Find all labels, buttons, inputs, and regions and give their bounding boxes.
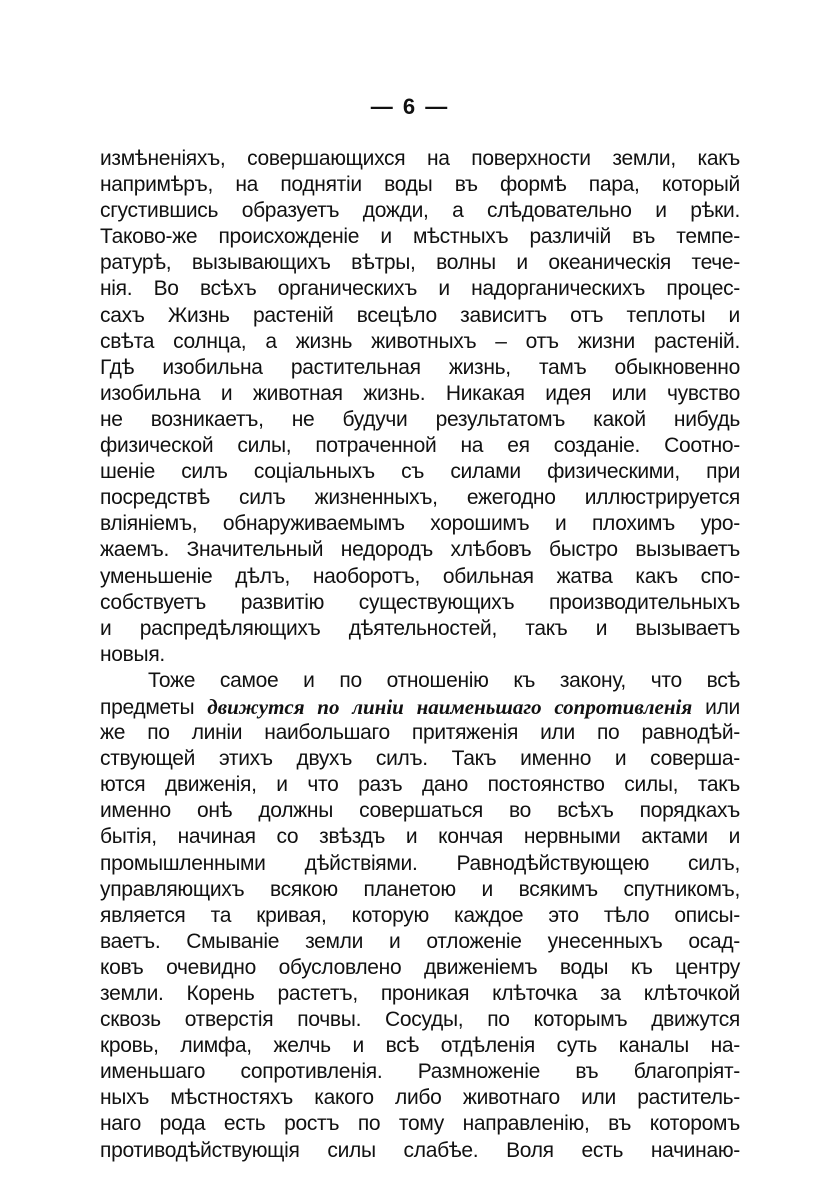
- text-line: [100, 694, 740, 720]
- text-line: ствующей этихъ двухъ силъ. Такъ именно и соверша-: [100, 747, 740, 771]
- text-line: не возникаетъ, не будучи результатомъ какой нибудь: [100, 407, 740, 431]
- page-number: — 6 —: [370, 94, 450, 119]
- text-line: посредствѣ силъ жизненныхъ, ежегодно иллюстрируется: [100, 486, 740, 510]
- text-segment: или: [705, 695, 740, 719]
- text-line: собствуетъ развитію существующихъ производительныхъ: [100, 590, 740, 614]
- text-line: напримѣръ, на поднятіи воды въ формѣ пара, который: [100, 173, 740, 197]
- text-line: сахъ Жизнь растеній всецѣло зависитъ отъ теплоты и: [100, 303, 740, 327]
- emphasized-text: движутся по линіи наименьшаго сопротивленія: [207, 694, 693, 719]
- text-line: же по линіи наибольшаго притяженія или по равнодѣй-: [100, 721, 740, 745]
- text-line: свѣта солнца, а жизнь животныхъ – отъ жизни растеній.: [100, 329, 740, 353]
- text-line: именно онѣ должны совершаться во всѣхъ порядкахъ: [100, 799, 740, 823]
- text-line: ратурѣ, вызывающихъ вѣтры, волны и океаническія тече-: [100, 251, 740, 275]
- text-line: наго рода есть ростъ по тому направленію, въ которомъ: [100, 1112, 740, 1136]
- text-line: именьшаго сопротивленія. Размноженіе въ благопріят-: [100, 1060, 740, 1084]
- text-line: новыя.: [100, 642, 165, 666]
- text-line: ныхъ мѣстностяхъ какого либо животнаго или раститель-: [100, 1086, 740, 1110]
- text-line: ются движенія, и что разъ дано постоянство силы, такъ: [100, 773, 740, 797]
- text-line: и распредѣляющихъ дѣятельностей, такъ и вызываетъ: [100, 616, 740, 640]
- body-text: [100, 146, 740, 1164]
- text-line: Гдѣ изобильна растительная жизнь, тамъ обыкновенно: [100, 355, 740, 379]
- text-line: земли. Корень растетъ, проникая клѣточка за клѣточкой: [100, 982, 740, 1005]
- text-line: противодѣйствующія силы слабѣе. Воля есть начинаю-: [100, 1138, 740, 1162]
- text-line: ваетъ. Смываніе земли и отложеніе унесенныхъ осад-: [100, 929, 740, 953]
- paragraph: [100, 146, 740, 668]
- text-line: кровь, лимфа, желчь и всѣ отдѣленія суть каналы на-: [100, 1034, 740, 1058]
- text-line: сквозь отверстія почвы. Сосуды, по которымъ движутся: [100, 1008, 740, 1032]
- text-line: является та кривая, которую каждое это тѣло описы-: [100, 903, 740, 927]
- paragraph: [100, 668, 740, 1164]
- text-line: вліяніемъ, обнаруживаемымъ хорошимъ и плохимъ уро-: [100, 512, 740, 536]
- text-line: уменьшеніе дѣлъ, наоборотъ, обильная жатва какъ спо-: [100, 564, 740, 588]
- text-line: бытія, начиная со звѣздъ и кончая нервными актами и: [100, 825, 740, 849]
- text-line: ковъ очевидно обусловлено движеніемъ воды къ центру: [100, 955, 740, 979]
- text-line: нія. Во всѣхъ органическихъ и надорганическихъ процес-: [100, 277, 740, 301]
- text-line: Тоже самое и по отношенію къ закону, что всѣ: [148, 668, 740, 692]
- text-line: Таково-же происхожденіе и мѣстныхъ различій въ темпе-: [100, 225, 740, 249]
- text-segment: предметы: [100, 695, 195, 719]
- text-line: физической силы, потраченной на ея созданіе. Соотно-: [100, 434, 740, 458]
- text-line: промышленными дѣйствіями. Равнодѣйствующею силъ,: [100, 851, 740, 875]
- text-line: управляющихъ всякою планетою и всякимъ спутникомъ,: [100, 877, 740, 901]
- text-line: измѣненіяхъ, совершающихся на поверхности земли, какъ: [100, 147, 740, 170]
- text-line: шеніе силъ соціальныхъ съ силами физическими, при: [100, 460, 740, 484]
- text-line: жаемъ. Значительный недородъ хлѣбовъ быстро вызываетъ: [100, 538, 740, 562]
- text-line: сгустившись образуетъ дожди, а слѣдовательно и рѣки.: [100, 199, 740, 223]
- text-line: изобильна и животная жизнь. Никакая идея или чувство: [100, 381, 740, 405]
